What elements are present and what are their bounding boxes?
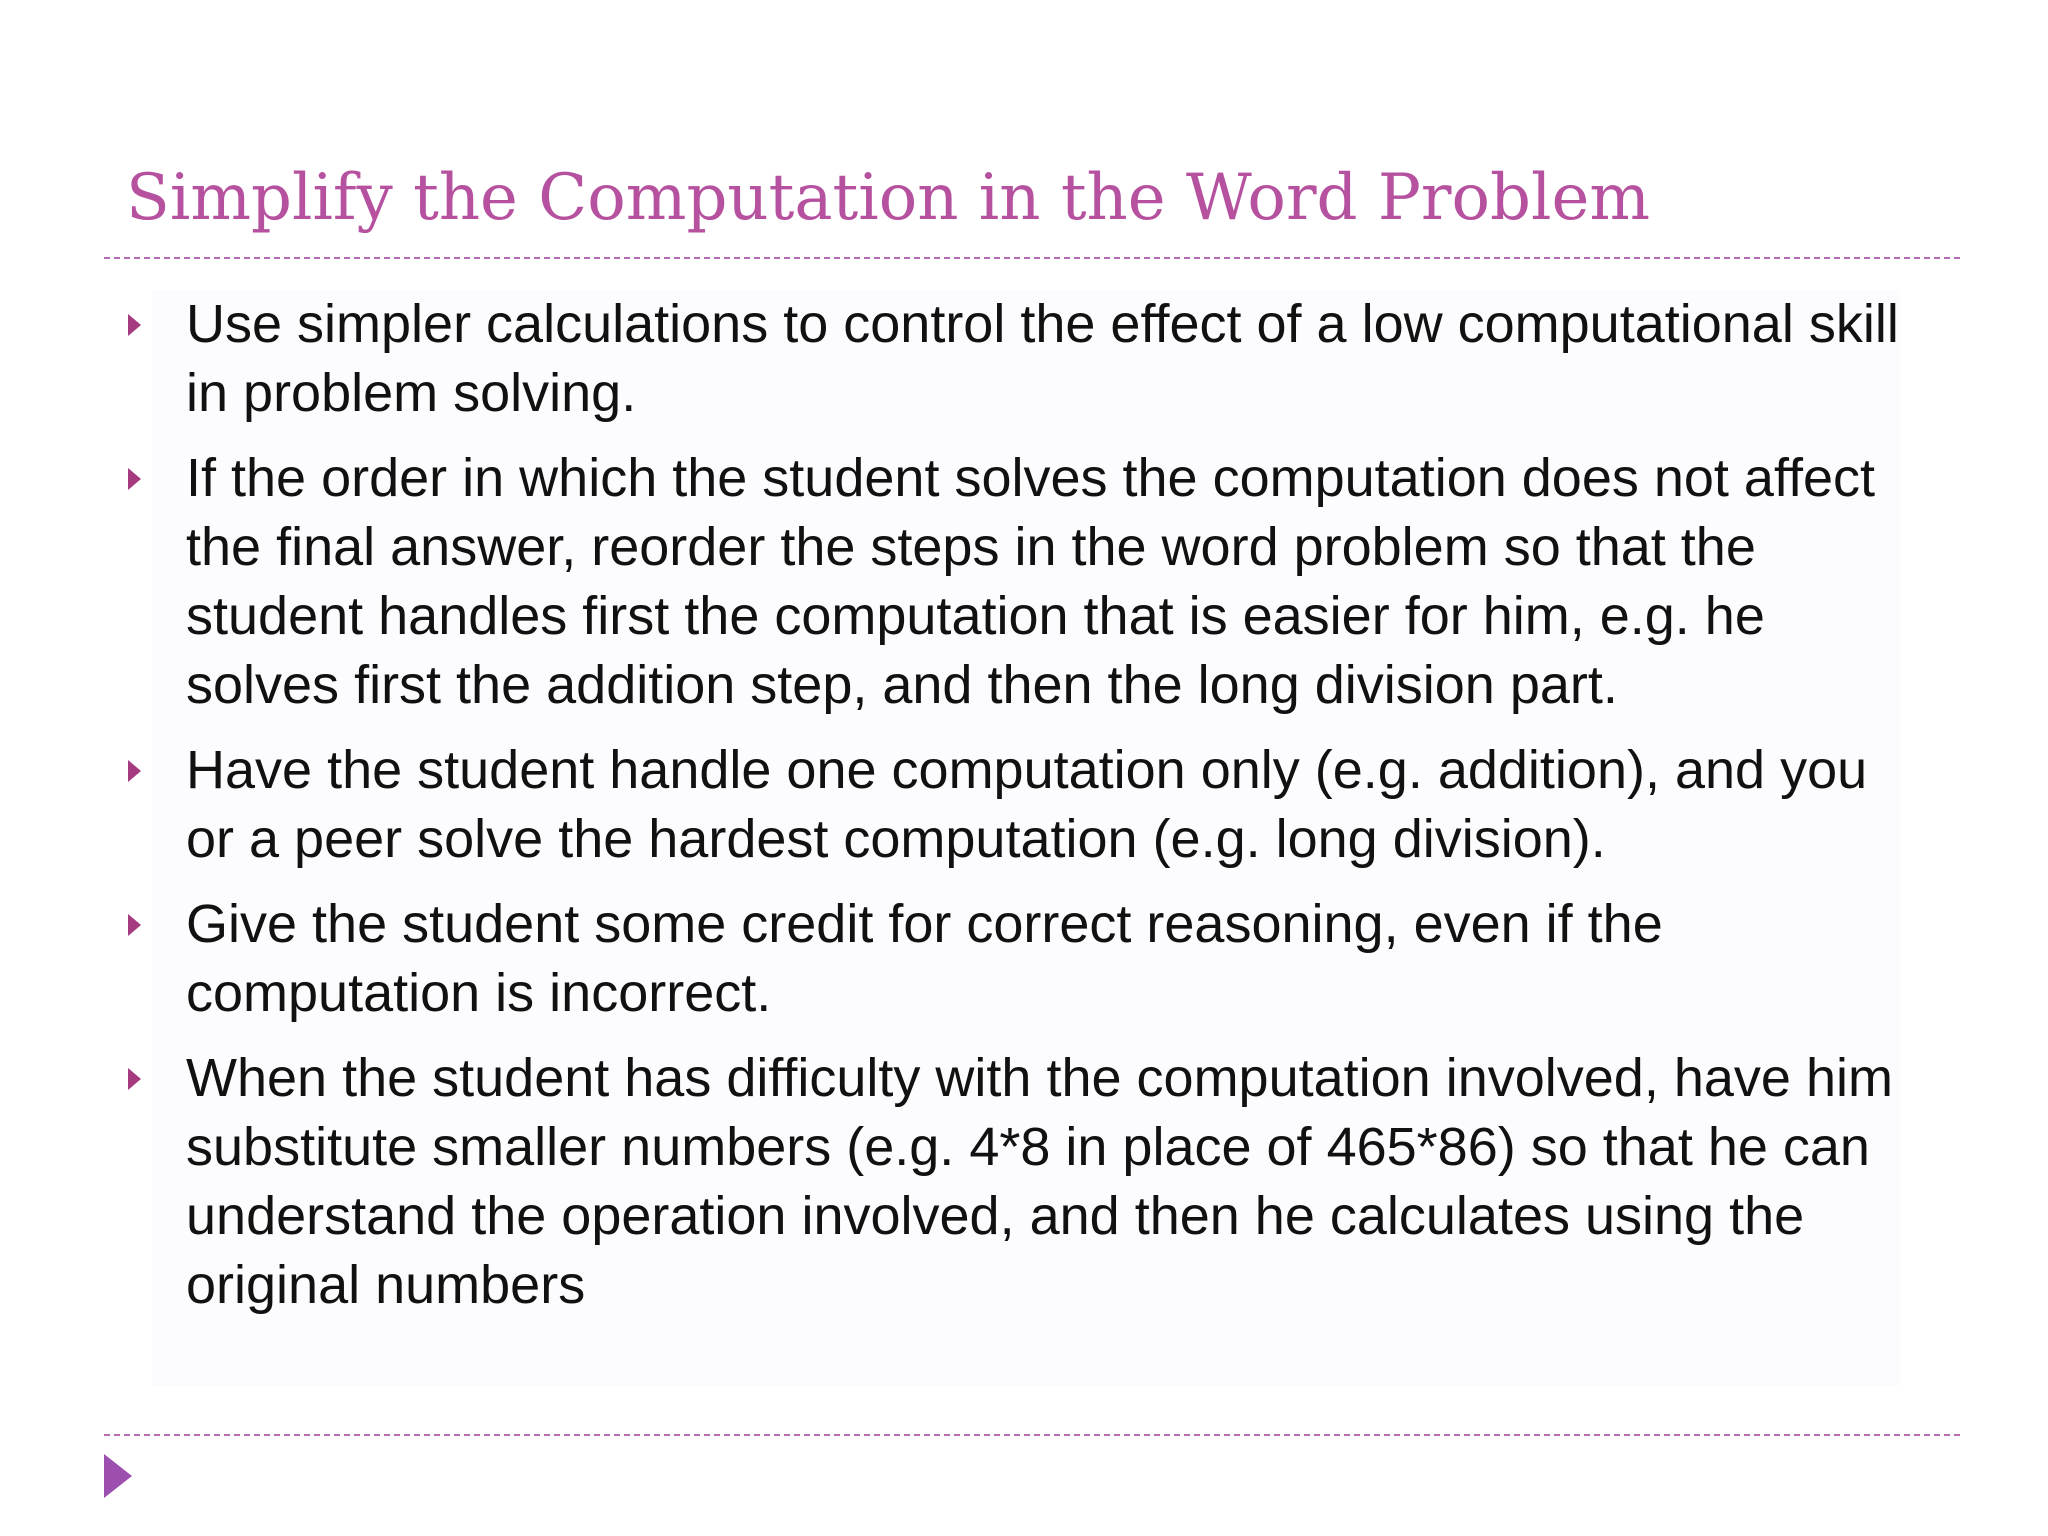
bullet-text: Give the student some credit for correct reasoning, even if the computation is incorrect. bbox=[186, 894, 1663, 1023]
bullet-item-5 bbox=[124, 1044, 1924, 1320]
bullet-item-4 bbox=[124, 890, 1924, 1028]
triangle-right-icon bbox=[128, 760, 141, 782]
bullet-item-2 bbox=[124, 444, 1924, 720]
slide-title: Simplify the Computation in the Word Problem bbox=[126, 161, 1651, 235]
bullet-text: Use simpler calculations to control the effect of a low computational skill in problem solving. bbox=[186, 294, 1899, 423]
triangle-right-icon bbox=[128, 1068, 141, 1090]
title-divider bbox=[104, 257, 1960, 259]
bullet-text: If the order in which the student solves the computation does not affect the final answer, reorder the steps in the word problem so that the student handles first the computation that is easier for him, e.g. he solves first the addition step, and then the long division part. bbox=[186, 448, 1876, 715]
bullet-list bbox=[124, 290, 1924, 1336]
triangle-right-icon bbox=[128, 314, 141, 336]
triangle-right-icon bbox=[128, 914, 141, 936]
triangle-right-icon bbox=[128, 468, 141, 490]
bullet-text: When the student has difficulty with the computation involved, have him substitute smaller numbers (e.g. 4*8 in place of 465*86) so that he can understand the operation involved, and then he calculates using the original numbers bbox=[186, 1048, 1893, 1315]
bullet-item-3 bbox=[124, 736, 1924, 874]
bullet-item-1 bbox=[124, 290, 1924, 428]
play-triangle-icon bbox=[104, 1454, 132, 1498]
footer-divider bbox=[104, 1434, 1960, 1436]
bullet-text: Have the student handle one computation only (e.g. addition), and you or a peer solve the hardest computation (e.g. long division). bbox=[186, 740, 1868, 869]
